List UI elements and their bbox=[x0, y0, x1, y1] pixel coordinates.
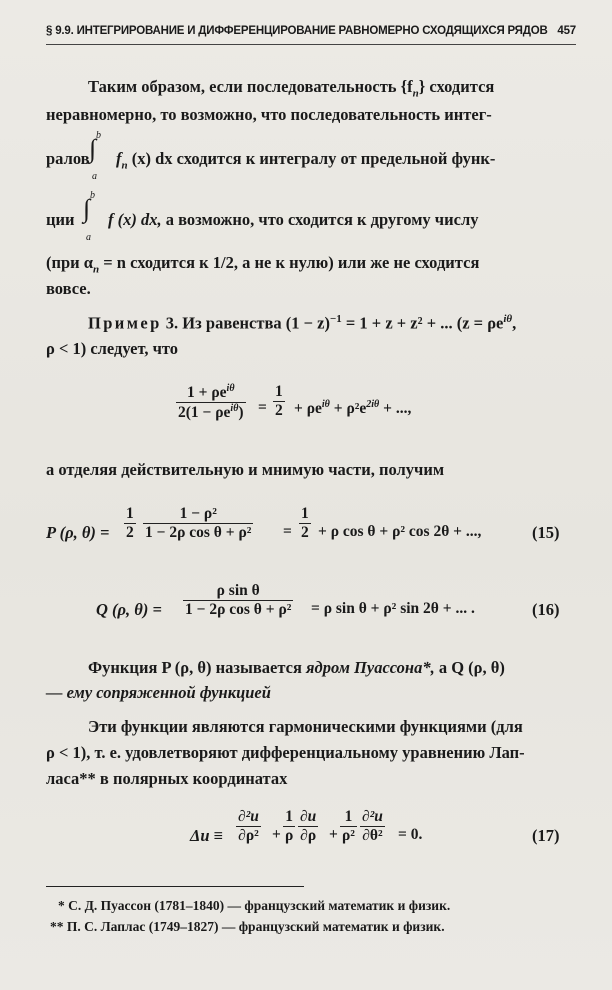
eq1-rhs: + $\rho e^{i\theta} + \rho^2e^{2i\theta}$ + ..., bbox=[294, 399, 412, 418]
text-line-3: ралов bbox=[46, 149, 90, 168]
example-label: Пример bbox=[88, 313, 162, 333]
text-line-5: (при $\alpha_n = n$ сходится к 1/2, а не к нулю) или же не сходится bbox=[46, 253, 480, 276]
eq17-plus-2: + bbox=[329, 826, 338, 843]
eq17-fraction-3: ∂u ∂ρ bbox=[300, 808, 317, 844]
eq17-fraction-4: 1 ρ² bbox=[342, 808, 355, 844]
integral-lower-limit: a bbox=[92, 171, 97, 182]
eq15-fraction-half-2: 1 2 bbox=[301, 505, 309, 541]
eq16-lhs: Q (ρ, θ) = bbox=[96, 600, 162, 619]
eq16-fraction: ρ sin θ 1 − 2ρ cos θ + ρ² bbox=[185, 582, 292, 618]
footnote-rule bbox=[46, 886, 304, 887]
running-header bbox=[46, 25, 576, 37]
harmonic-line-3: ласа** в полярных координатах bbox=[46, 769, 288, 788]
footnote-1: * С. Д. Пуассон (1781–1840) — французский математик и физик. bbox=[58, 898, 451, 913]
example-line-2: ρ < 1) следует, что bbox=[46, 339, 179, 358]
integral-lower-limit: a bbox=[86, 232, 91, 243]
harmonic-line-2: ρ < 1), т. е. удовлетворяют дифференциальному уравнению Лап- bbox=[46, 743, 525, 762]
footnote-2: ** П. С. Лаплас (1749–1827) — французский математик и физик. bbox=[50, 919, 445, 934]
integral-upper-limit: b bbox=[96, 130, 101, 141]
eq17-fraction-2: 1 ρ bbox=[285, 808, 294, 844]
function-line-2: — ему сопряженной функцией bbox=[46, 683, 271, 702]
eq1-half: 1 2 bbox=[275, 383, 283, 419]
eq15-lhs: P (ρ, θ) = bbox=[46, 523, 110, 542]
text-line-4: ции bbox=[46, 210, 75, 229]
integral-sign: ∫ bbox=[83, 194, 91, 223]
eq17-rhs: = 0. bbox=[398, 826, 423, 843]
text-line-3-rest: $f_n$ (x) dx сходится к интегралу от предельной функ- bbox=[116, 149, 496, 172]
eq17-plus: + bbox=[272, 826, 281, 843]
text-after-eq1: а отделяя действительную и мнимую части, получим bbox=[46, 460, 445, 479]
eq15-fraction-half: 1 2 bbox=[126, 505, 134, 541]
eq16-rhs: = ρ sin θ + ρ² sin 2θ + ... . bbox=[311, 600, 475, 617]
text-line-2: неравномерно, то возможно, что последовательность интег- bbox=[46, 105, 492, 124]
eq15-rhs: + ρ cos θ + ρ² cos 2θ + ..., bbox=[318, 523, 482, 540]
eq17-number: (17) bbox=[532, 826, 560, 845]
eq17-fraction-5: ∂²u ∂θ² bbox=[362, 808, 383, 844]
integral-upper-limit: b bbox=[90, 190, 95, 201]
eq16-number: (16) bbox=[532, 600, 560, 619]
example-line-1: Пример 3. Из равенства $(1 - z)^{-1} = 1 + z + z^2$ + ... ($z = \rho e^{i\theta}$, bbox=[88, 313, 517, 333]
eq15-equals: = bbox=[283, 523, 292, 540]
eq17-fraction-1: ∂²u ∂ρ² bbox=[238, 808, 259, 844]
integral-sign: ∫ bbox=[89, 134, 97, 163]
eq1-lhs-fraction: $1 + \rho e^{i\theta}$ $2(1 - \rho e^{i\theta})$ bbox=[178, 383, 244, 422]
eq1-equals: = bbox=[258, 399, 267, 416]
harmonic-line-1: Эти функции являются гармоническими функциями (для bbox=[88, 717, 523, 736]
eq17-lhs: Δu ≡ bbox=[190, 826, 224, 845]
text-line-4-rest: f (x) dx, а возможно, что сходится к другому числу bbox=[108, 210, 479, 229]
header-section-title: § 9.9. ИНТЕГРИРОВАНИЕ И ДИФФЕРЕНЦИРОВАНИЕ РАВНОМЕРНО СХОДЯЩИХСЯ РЯДОВ bbox=[46, 25, 548, 37]
text-line-6: вовсе. bbox=[46, 279, 91, 298]
eq15-number: (15) bbox=[532, 523, 560, 542]
header-page-number: 457 bbox=[557, 25, 576, 37]
function-line-1: Функция P (ρ, θ) называется ядром Пуассона*, а Q (ρ, θ) bbox=[88, 658, 505, 677]
text-line-1: Таким образом, если последовательность $\{f_n\}$ сходится bbox=[88, 77, 495, 100]
eq15-fraction-main: 1 − ρ² 1 − 2ρ cos θ + ρ² bbox=[145, 505, 252, 541]
header-rule bbox=[46, 44, 576, 45]
